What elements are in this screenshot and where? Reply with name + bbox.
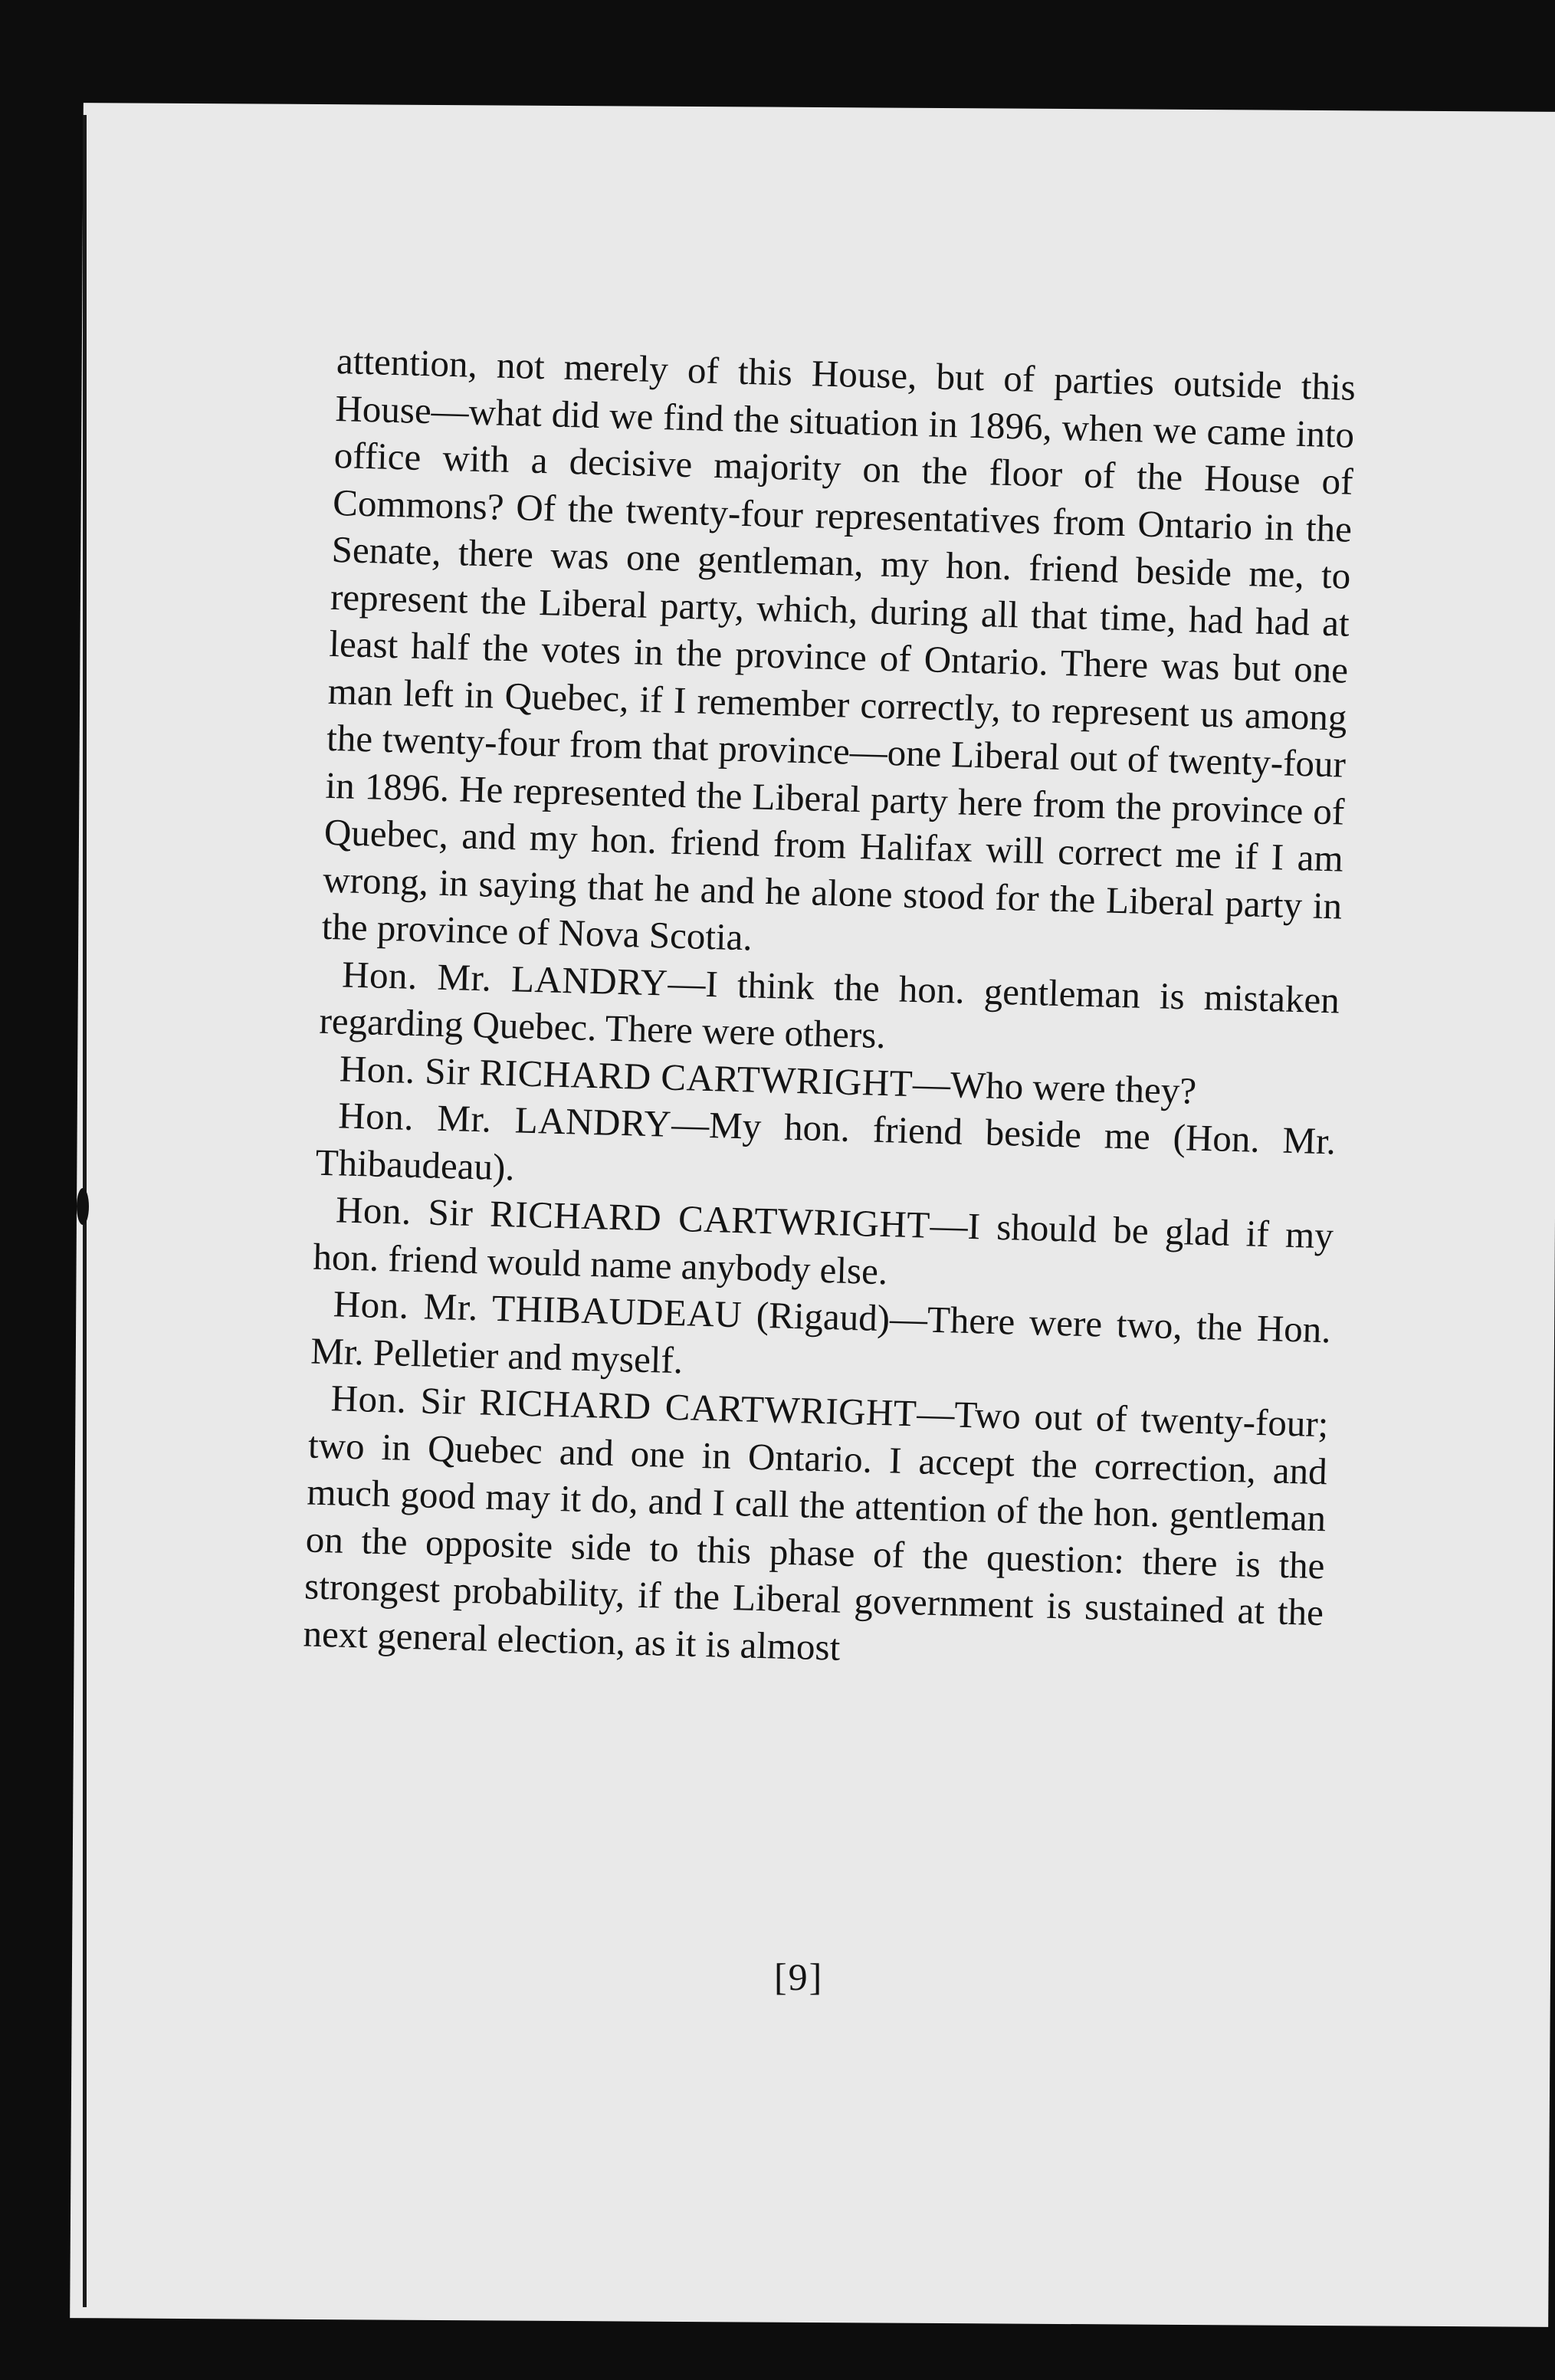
paragraph-text: —Who were they?	[912, 1062, 1197, 1112]
paragraph-text: attention, not merely of this House, but of parties outside this House—what did we find the situation in 1896, when we came into office with a decisive majority on the floor of the House of Commons? Of the twenty-four representatives from Ontario in the Senate, there was one gentleman, my hon. friend beside me, to represent the Liberal party, which, during all that time, had had at least half the votes in the province of Ontario. There was but one man left in Quebec, if I remember correctly, to represent us among the twenty-four from that province—one Liberal out of twenty-four in 1896. He represented the Liberal party here from the province of Quebec, and my hon. friend from Halifax will correct me if I am wrong, in saying that he and he alone stood for the Liberal party in the province of Nova Scotia.	[321, 339, 1357, 959]
paragraph-text: —Two out of twenty-four; two in Quebec and one in Ontario. I accept the correction, and much good may it do, and I call the attention of the hon. gentleman on the opposite side to this phase of the question: there is the strongest probability, if the Liberal government is sustained at the next general election, as it is almost	[303, 1392, 1330, 1669]
page-number: [9]	[774, 1955, 824, 1998]
speaker-name: Hon. Mr. THIBAUDEAU	[333, 1282, 743, 1336]
paragraph	[321, 337, 1356, 977]
body-text	[303, 337, 1357, 1683]
speaker-name: Hon. Mr. LANDRY	[341, 952, 669, 1004]
paragraph-text: —My hon. friend beside me (Hon. Mr. Thibaudeau).	[315, 1102, 1337, 1188]
speaker-name: Hon. Sir RICHARD CARTWRIGHT	[335, 1188, 931, 1246]
speaker-name: Hon. Mr. LANDRY	[337, 1094, 672, 1145]
speaker-name: Hon. Sir RICHARD CARTWRIGHT	[339, 1046, 914, 1105]
fold-mark	[77, 1188, 89, 1225]
paragraph-text: —I think the hon. gentleman is mistaken regarding Quebec. There were others.	[318, 961, 1340, 1057]
paragraph	[303, 1374, 1329, 1684]
paragraph-text: (Rigaud)—There were two, the Hon. Mr. Pelletier and myself.	[310, 1293, 1332, 1381]
speaker-name: Hon. Sir RICHARD CARTWRIGHT	[330, 1377, 918, 1435]
paragraph-text: —I should be glad if my hon. friend would name anybody else.	[312, 1203, 1334, 1292]
